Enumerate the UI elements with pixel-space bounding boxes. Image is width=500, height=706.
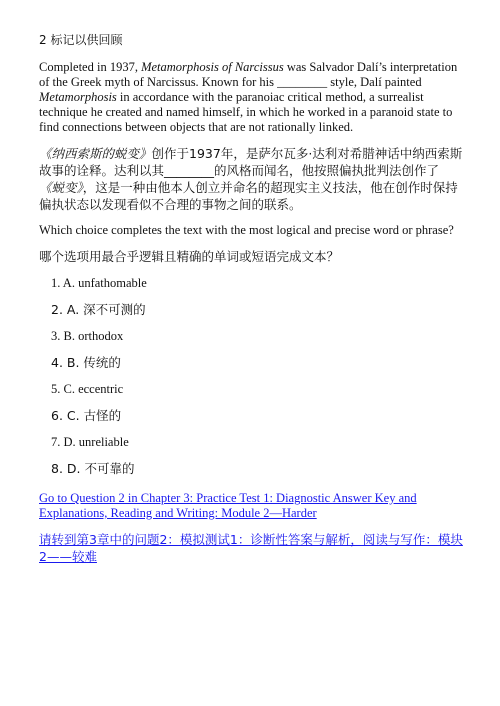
question-chinese: 哪个选项用最合乎逻辑且精确的单词或短语完成文本？ <box>39 249 340 264</box>
answer-key-link-chinese[interactable]: 请转到第3章中的问题2：模拟测试1：诊断性答案与解析，阅读与写作：模块2——较难 <box>39 532 463 564</box>
passage-en-blank: ________ <box>277 75 328 89</box>
passage-en-part1: Completed in 1937, <box>39 60 142 74</box>
passage-zh-blank: ________ <box>164 163 215 178</box>
choice-item[interactable]: 4. B. 传统的 <box>51 354 121 370</box>
choice-item[interactable]: 2. A. 深不可测的 <box>51 301 146 317</box>
choice-item[interactable]: 3. B. orthodox <box>51 329 124 343</box>
document-page <box>39 32 464 565</box>
passage-en-part4: in accordance with the paranoiac critical method, a surrealist technique he created and named himself, in which he worked in a paranoid state to find connections between objects that are not rationally linked. <box>39 90 453 134</box>
choice-item[interactable]: 7. D. unreliable <box>51 435 129 449</box>
answer-choices-list <box>51 275 464 487</box>
passage-en-title2: Metamorphosis <box>39 90 117 104</box>
choice-item[interactable]: 5. C. eccentric <box>51 382 124 396</box>
passage-zh-part3: ，这是一种由他本人创立并命名的超现实主义技法，他在创作时保持偏执状态以发现看似不合理的事物之间的联系。 <box>39 180 458 212</box>
choice-item[interactable]: 1. A. unfathomable <box>51 276 147 290</box>
passage-en-title: Metamorphosis of Narcissus <box>141 60 284 74</box>
passage-zh-title: 《纳西索斯的蜕变》 <box>39 146 152 161</box>
answer-key-link-english[interactable]: Go to Question 2 in Chapter 3: Practice Test 1: Diagnostic Answer Key and Explanations, Reading and Writing: Module 2—Harder <box>39 491 417 520</box>
passage-chinese <box>39 145 464 213</box>
passage-en-part2: was Salvador Dalí’s interpretation of the Greek myth of Narcissus. Known for his <box>39 60 458 89</box>
choice-item[interactable]: 8. D. 不可靠的 <box>51 460 135 476</box>
passage-zh-title2: 《蜕变》 <box>39 180 83 195</box>
passage-zh-part1: 创作于1937年，是萨尔瓦多·达利对希腊神话中纳西索斯故事的诠释。达利以其 <box>39 146 463 178</box>
passage-en-part3: style, Dalí painted <box>327 75 422 89</box>
choice-item[interactable]: 6. C. 古怪的 <box>51 407 122 423</box>
passage-english <box>39 60 464 135</box>
question-heading: 2 标记以供回顾 <box>39 33 123 47</box>
question-english: Which choice completes the text with the most logical and precise word or phrase? <box>39 223 454 237</box>
passage-zh-part2: 的风格而闻名，他按照偏执批判法创作了 <box>214 163 440 178</box>
